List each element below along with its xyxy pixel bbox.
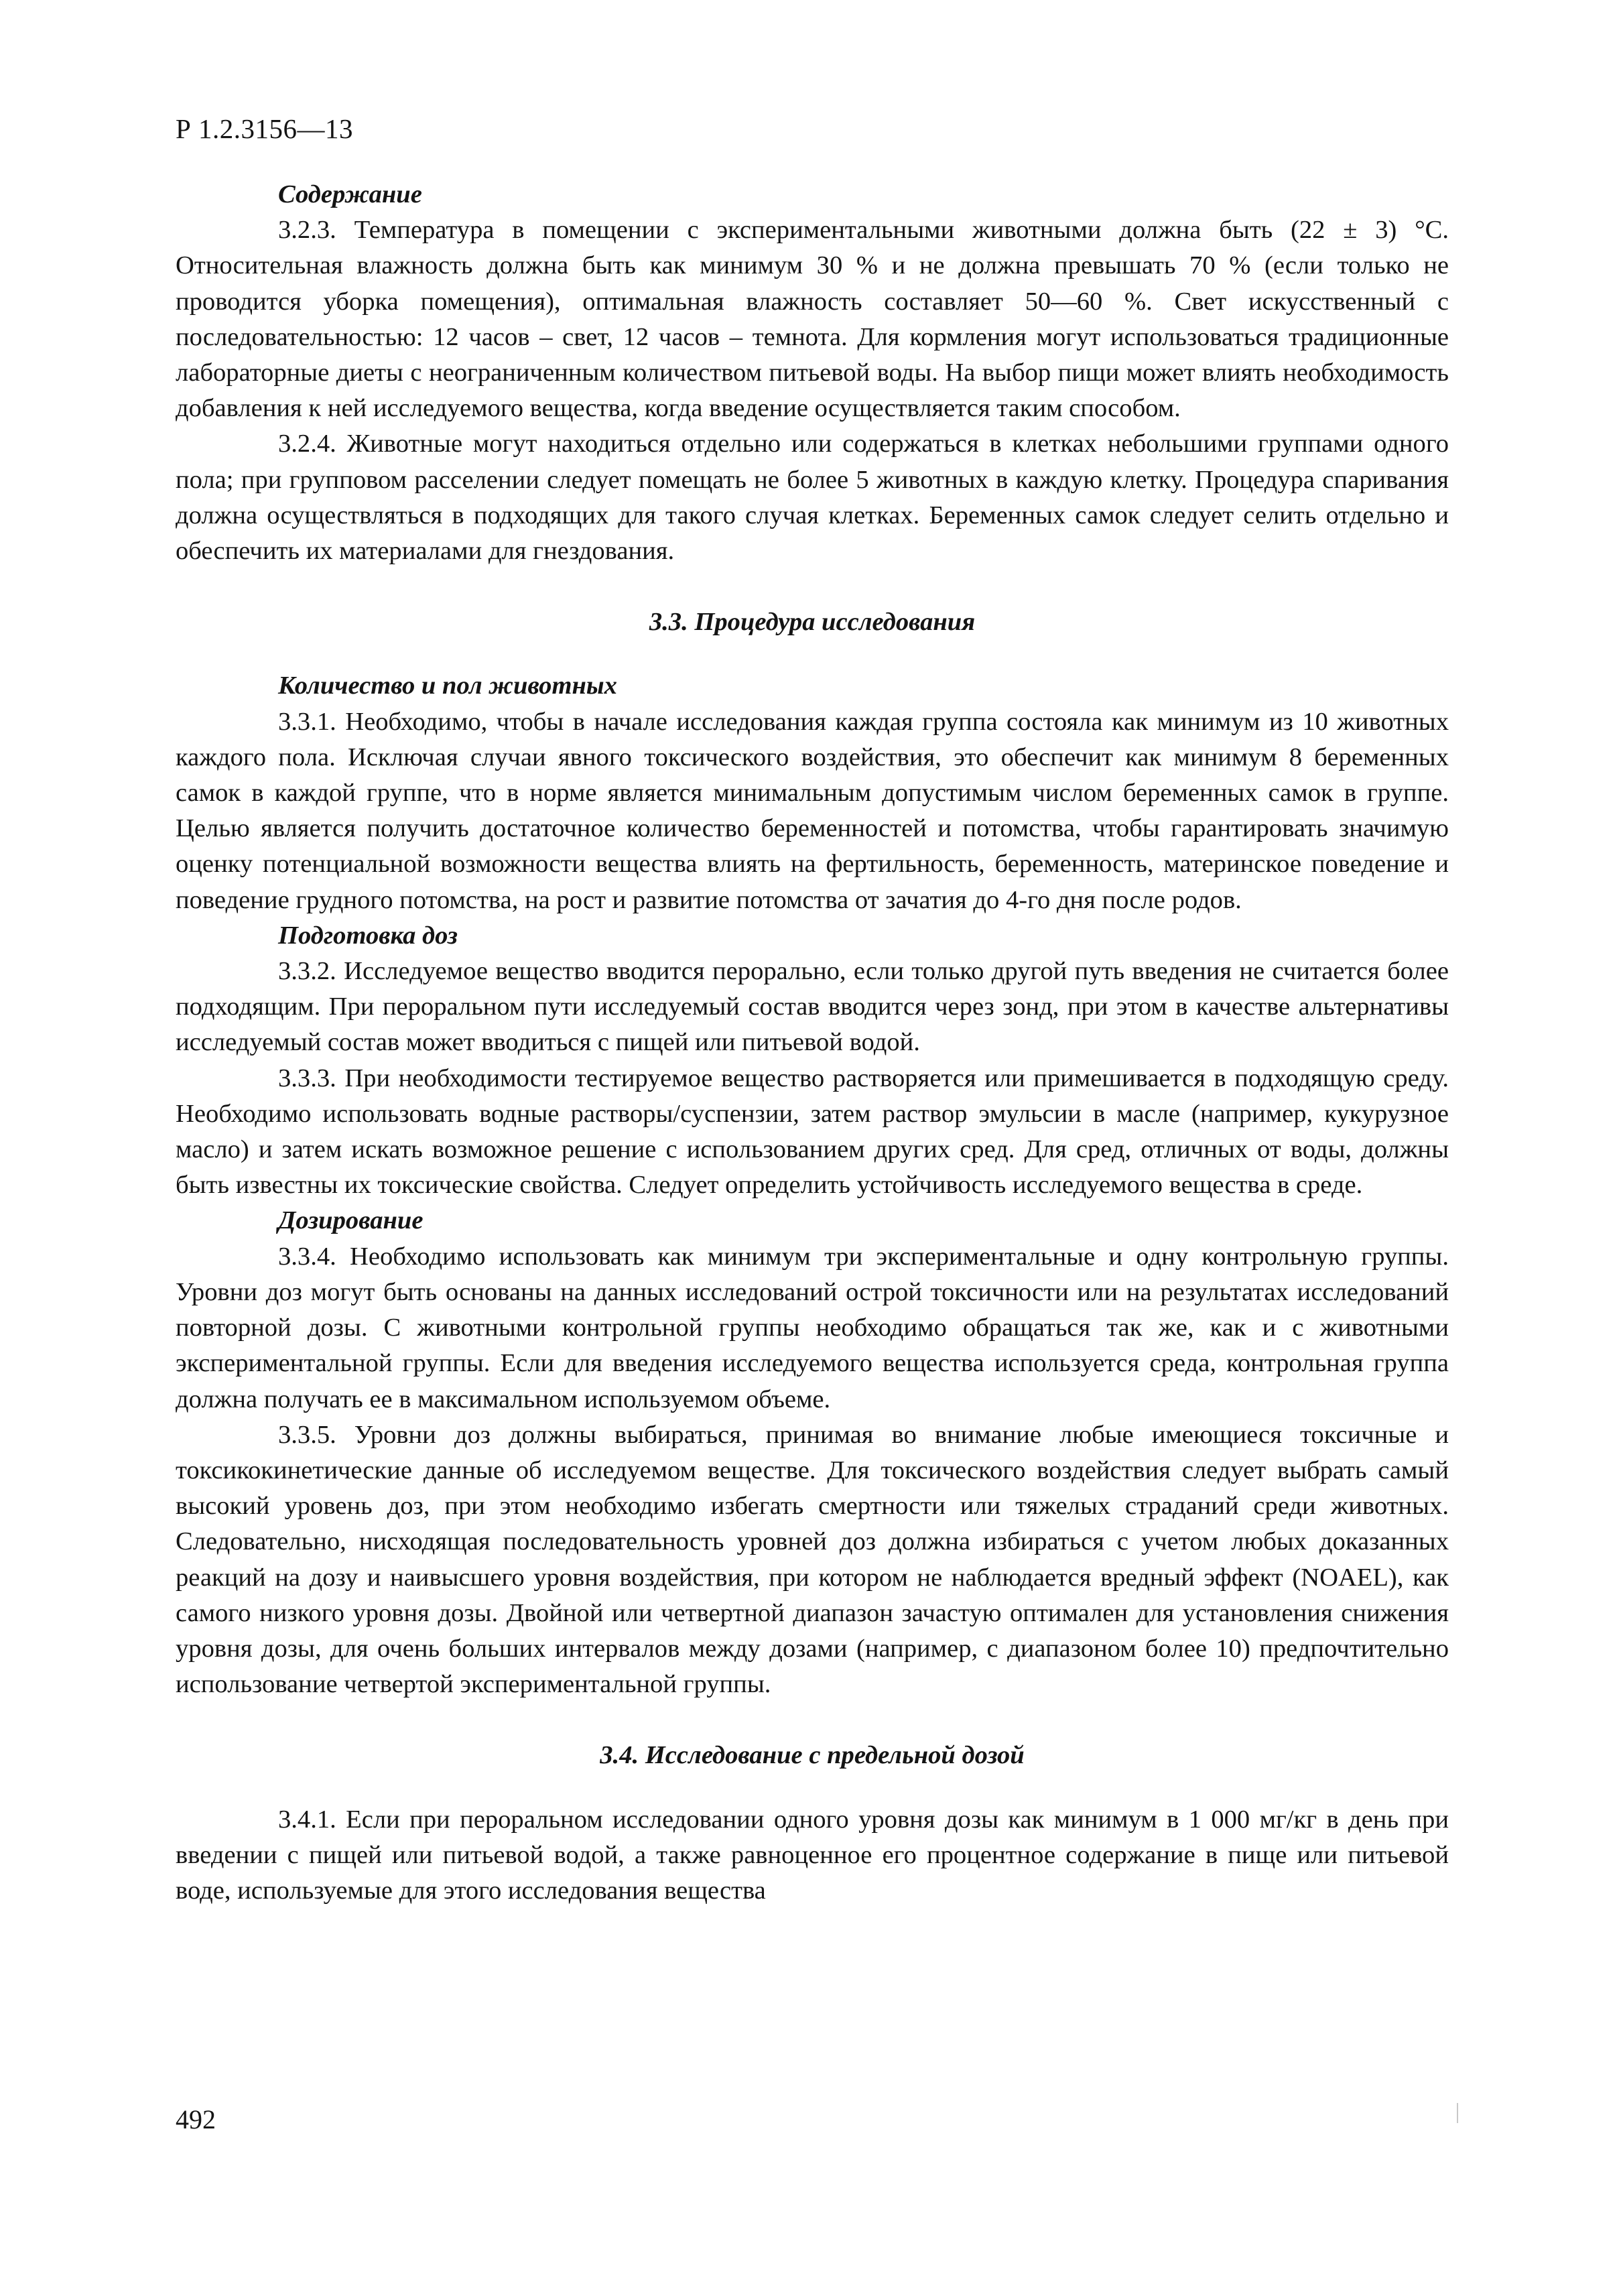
subhead-housing: Содержание bbox=[278, 180, 422, 208]
subhead-animals: Количество и пол животных bbox=[278, 672, 617, 700]
paragraph-3-3-3: 3.3.3. При необходимости тестируемое вещество растворяется или примешивается в подходящую среду. Необходимо использовать водные растворы/суспензии, затем раствор эмульсии в масле (например, кукурузное масло) и затем искать возможное решение с использованием других сред. Для сред, отличных от воды, должны быть известны их токсические свойства. Следует определить устойчивость исследуемого вещества в среде. bbox=[176, 1064, 1449, 1200]
paragraph-3-3-2: 3.3.2. Исследуемое вещество вводится перорально, если только другой путь введения не считается более подходящим. При пероральном пути исследуемый состав вводится через зонд, при этом в качестве альтернативы исследуемый состав может вводиться с пищей или питьевой водой. bbox=[176, 957, 1449, 1057]
running-head: Р 1.2.3156—13 bbox=[176, 113, 354, 144]
paragraph-3-2-4: 3.2.4. Животные могут находиться отдельно или содержаться в клетках небольшими группами одного пола; при групповом расселении следует помещать не более 5 животных в каждую клетку. Процедура спаривания должна осуществляться в подходящих для такого случая клетках. Беременных самок следует селить отдельно и обеспечить их материалами для гнездования. bbox=[176, 430, 1449, 566]
subhead-dosing: Дозирование bbox=[278, 1206, 424, 1235]
page-body bbox=[176, 177, 1449, 1909]
scan-edge-mark bbox=[1457, 2103, 1458, 2123]
paragraph-3-3-5: 3.3.5. Уровни доз должны выбираться, принимая во внимание любые имеющиеся токсичные и токсикокинетические данные об исследуемом веществе. Для токсического воздействия следует выбрать самый высокий уровень доз, при этом необходимо избегать смертности или тяжелых страданий среди животных. Следовательно, нисходящая последовательность уровней доз должна избираться с учетом любых доказанных реакций на дозу и наивысшего уровня воздействия, при котором не наблюдается вредный эффект (NOAEL), как самого низкого уровня дозы. Двойной или четвертной диапазон зачастую оптимален для установления снижения уровня дозы, для очень больших интервалов между дозами (например, с диапазоном более 10) предпочтительно использование четвертой экспериментальной группы. bbox=[176, 1420, 1449, 1699]
paragraph-3-4-1: 3.4.1. Если при пероральном исследовании одного уровня дозы как минимум в 1 000 мг/кг в день при введении с пищей или питьевой водой, а также равноценное его процентное содержание в пище или питьевой воде, используемые для этого исследования вещества bbox=[176, 1805, 1449, 1905]
page-number: 492 bbox=[176, 2104, 216, 2134]
paragraph-3-3-4: 3.3.4. Необходимо использовать как минимум три экспериментальные и одну контрольную группы. Уровни доз могут быть основаны на данных исследований острой токсичности или на результатах исследований повторной дозы. С животными контрольной группы необходимо обращаться так же, как и с животными экспериментальной группы. Если для введения исследуемого вещества используется среда, контрольная группа должна получать ее в максимальном используемом объеме. bbox=[176, 1242, 1449, 1413]
section-title-3-4: 3.4. Исследование с предельной дозой bbox=[600, 1741, 1025, 1770]
paragraph-3-2-3: 3.2.3. Температура в помещении с экспериментальными животными должна быть (22 ± 3) °С. Относительная влажность должна быть как минимум 30 % и не должна превышать 70 % (если только не проводится уборка помещения), оптимальная влажность составляет 50—60 %. Свет искусственный с последовательностью: 12 часов – свет, 12 часов – темнота. Для кормления могут использоваться традиционные лабораторные диеты с неограниченным количеством питьевой воды. На выбор пищи может влиять необходимость добавления к ней исследуемого вещества, когда введение осуществляется таким способом. bbox=[176, 216, 1449, 423]
paragraph-3-3-1: 3.3.1. Необходимо, чтобы в начале исследования каждая группа состояла как минимум из 10 животных каждого пола. Исключая случаи явного токсического воздействия, это обеспечит как минимум 8 беременных самок в каждой группе, что в норме является минимальным допустимым числом беременных самок в группе. Целью является получить достаточное количество беременностей и потомства, чтобы гарантировать значимую оценку потенциальной возможности вещества влиять на фертильность, беременность, материнское поведение и поведение грудного потомства, на рост и развитие потомства от зачатия до 4-го дня после родов. bbox=[176, 707, 1449, 914]
section-title-3-3: 3.3. Процедура исследования bbox=[649, 608, 976, 637]
subhead-dose-preparation: Подготовка доз bbox=[278, 921, 458, 950]
